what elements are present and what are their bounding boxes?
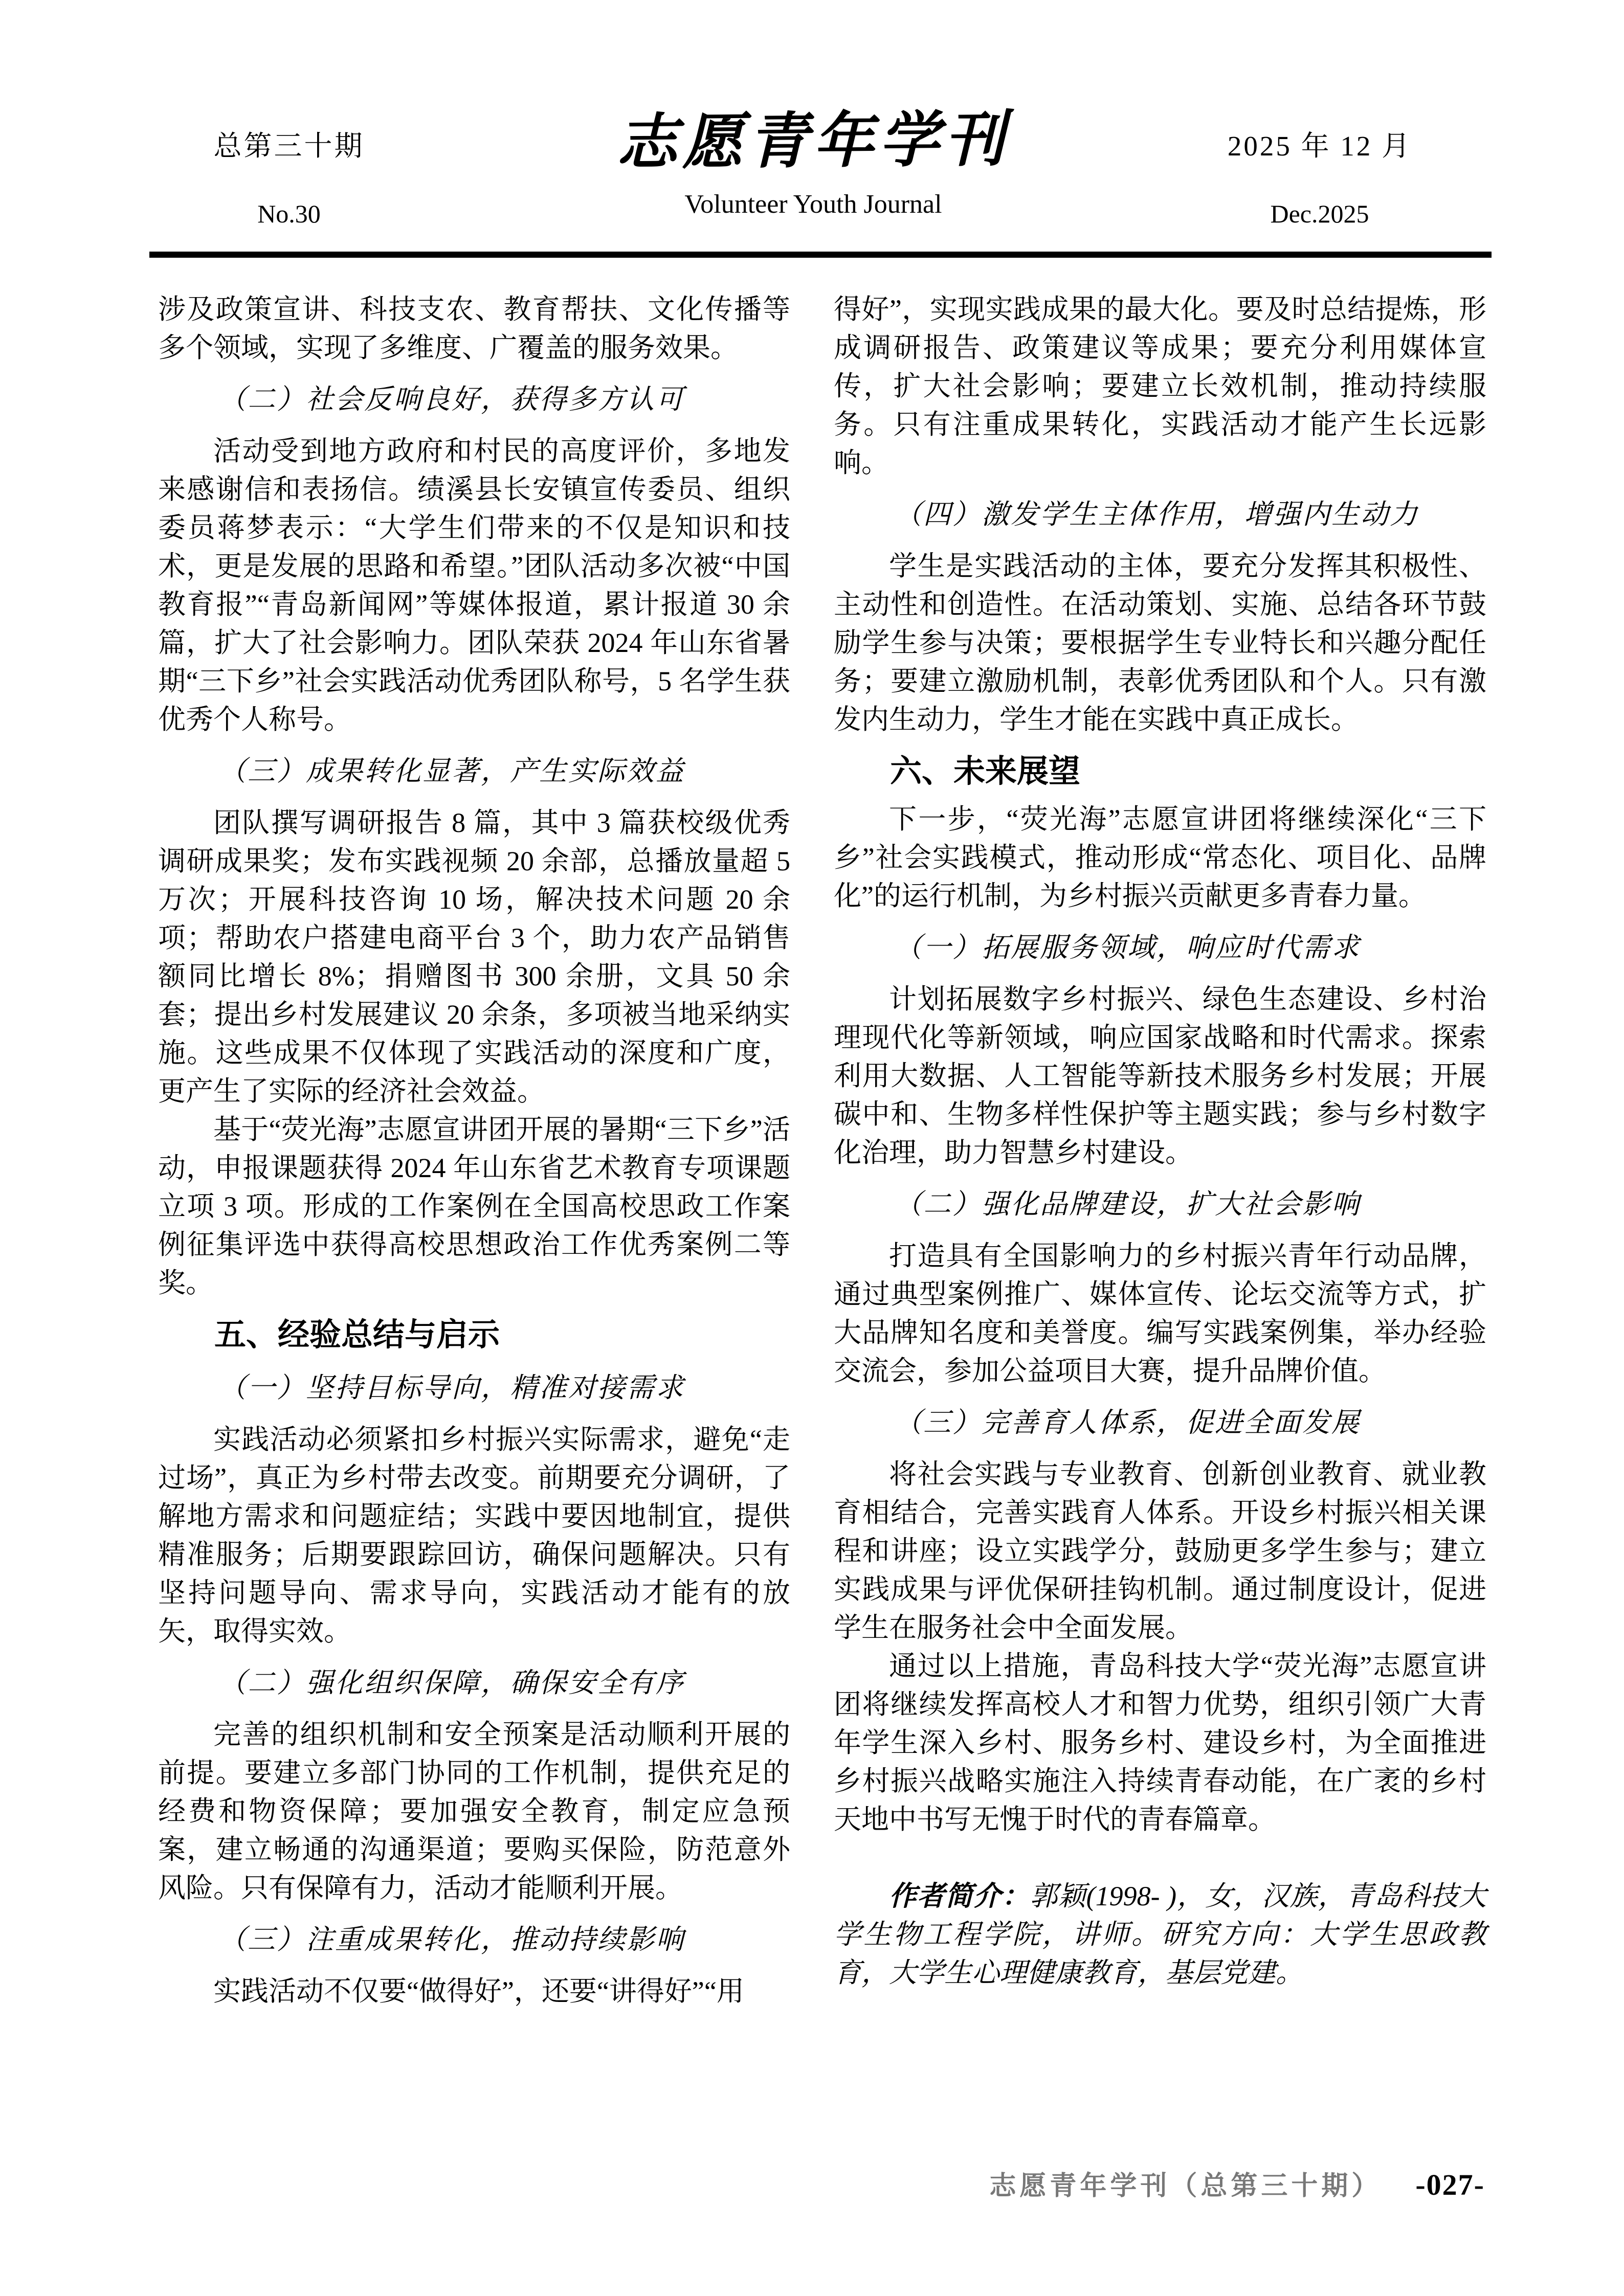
- left-column: [158, 290, 790, 2011]
- subsection-heading: （三）注重成果转化，推动持续影响: [218, 1924, 685, 1955]
- paragraph: 活动受到地方政府和村民的高度评价，多地发来感谢信和表扬信。绩溪县长安镇宣传委员、组织委员蒋梦表示：“大学生们带来的不仅是知识和技术，更是发展的思路和希望。”团队活动多次被“中国教育报”“青岛新闻网”等媒体报道，累计报道 30 余篇，扩大了社会影响力。团队荣获 2024 年山东省暑期“三下乡”社会实践活动优秀团队称号，5 名学生获优秀个人称号。: [158, 436, 790, 735]
- page-footer: [989, 2164, 1485, 2202]
- issue-date-cn: 2025 年 12 月: [1227, 130, 1412, 162]
- paragraph: 通过以上措施，青岛科技大学“荧光海”志愿宣讲团将继续发挥高校人才和智力优势，组织引领广大青年学生深入乡村、服务乡村、建设乡村，为全面推进乡村振兴战略实施注入持续青春动能，在广袤的乡村天地中书写无愧于时代的青春篇章。: [834, 1651, 1486, 1835]
- paragraph: 完善的组织机制和安全预案是活动顺利开展的前提。要建立多部门协同的工作机制，提供充足的经费和物资保障；要加强安全教育，制定应急预案，建立畅通的沟通渠道；要购买保险，防范意外风险。只有保障有力，活动才能顺利开展。: [158, 1719, 790, 1903]
- issue-date-en: Dec.2025: [1270, 199, 1369, 228]
- header-issue: [205, 122, 373, 229]
- paragraph: 计划拓展数字乡村振兴、绿色生态建设、乡村治理现代化等新领域，响应国家战略和时代需求。探索利用大数据、人工智能等新技术服务乡村发展；开展碳中和、生物多样性保护等主题实践；参与乡村数字化治理，助力智慧乡村建设。: [834, 984, 1486, 1168]
- section-heading: 六、未来展望: [890, 754, 1081, 789]
- subsection-heading: （二）社会反响良好，获得多方认可: [218, 384, 685, 415]
- journal-title-english: Volunteer Youth Journal: [684, 190, 942, 219]
- author-bio-label: 作者简介：: [889, 1881, 1030, 1911]
- subsection-heading: （二）强化组织保障，确保安全有序: [218, 1668, 685, 1698]
- paragraph: 得好”，实现实践成果的最大化。要及时总结提炼，形成调研报告、政策建议等成果；要充分利用媒体宣传，扩大社会影响；要建立长效机制，推动持续服务。只有注重成果转化，实践活动才能产生长远影响。: [834, 294, 1486, 478]
- paragraph: 实践活动必须紧扣乡村振兴实际需求，避免“走过场”，真正为乡村带去改变。前期要充分调研，了解地方需求和问题症结；实践中要因地制宜，提供精准服务；后期要跟踪回访，确保问题解决。只有坚持问题导向、需求导向，实践活动才能有的放矢，取得实效。: [158, 1424, 790, 1647]
- header-rule: [149, 252, 1492, 258]
- subsection-heading: （三）成果转化显著，产生实际效益: [218, 756, 685, 786]
- author-bio: 作者简介：郭颖(1998- )，女，汉族，青岛科技大学生物工程学院，讲师。研究方向：大学生思政教育，大学生心理健康教育，基层党建。: [834, 1881, 1487, 1988]
- subsection-heading: （一）坚持目标导向，精准对接需求: [218, 1372, 685, 1403]
- subsection-heading: （四）激发学生主体作用，增强内生动力: [894, 499, 1419, 530]
- paragraph: 团队撰写调研报告 8 篇，其中 3 篇获校级优秀调研成果奖；发布实践视频 20 余部，总播放量超 5 万次；开展科技咨询 10 场，解决技术问题 20 余项；帮助农户搭建电商平台 3 个，助力农产品销售额同比增长 8%；捐赠图书 300 余册，文具 50 余套；提出乡村发展建议 20 余条，多项被当地采纳实施。这些成果不仅体现了实践活动的深度和广度，更产生了实际的经济社会效益。: [158, 807, 790, 1107]
- paragraph: 涉及政策宣讲、科技支农、教育帮扶、文化传播等多个领域，实现了多维度、广覆盖的服务效果。: [158, 294, 790, 363]
- issue-number-cn: 总第三十期: [213, 130, 365, 162]
- right-column: [834, 290, 1486, 1992]
- header-journal: [527, 108, 1100, 220]
- footer-journal-name: 志愿青年学刊（总第三十期）: [989, 2171, 1382, 2201]
- paragraph: 下一步，“荧光海”志愿宣讲团将继续深化“三下乡”社会实践模式，推动形成“常态化、项目化、品牌化”的运行机制，为乡村振兴贡献更多青春力量。: [834, 804, 1486, 911]
- header-date: [1207, 122, 1432, 229]
- subsection-heading: （二）强化品牌建设，扩大社会影响: [894, 1189, 1361, 1220]
- paragraph: 基于“荧光海”志愿宣讲团开展的暑期“三下乡”活动，申报课题获得 2024 年山东省艺术教育专项课题立项 3 项。形成的工作案例在全国高校思政工作案例征集评选中获得高校思想政治工作优秀案例二等奖。: [158, 1114, 790, 1298]
- paragraph: 打造具有全国影响力的乡村振兴青年行动品牌，通过典型案例推广、媒体宣传、论坛交流等方式，扩大品牌知名度和美誉度。编写实践案例集，举办经验交流会，参加公益项目大赛，提升品牌价值。: [834, 1241, 1486, 1386]
- subsection-heading: （一）拓展服务领域，响应时代需求: [894, 932, 1361, 963]
- subsection-heading: （三）完善育人体系，促进全面发展: [894, 1407, 1361, 1438]
- paragraph: 实践活动不仅要“做得好”，还要“讲得好”“用: [213, 1976, 744, 2007]
- journal-title-calligraphy: 志愿青年学刊: [616, 106, 1010, 177]
- footer-page-number: -027-: [1415, 2168, 1485, 2201]
- issue-number-en: No.30: [257, 199, 321, 228]
- paragraph: 学生是实践活动的主体，要充分发挥其积极性、主动性和创造性。在活动策划、实施、总结各环节鼓励学生参与决策；要根据学生专业特长和兴趣分配任务；要建立激励机制，表彰优秀团队和个人。只有激发内生动力，学生才能在实践中真正成长。: [834, 551, 1486, 735]
- section-heading: 五、经验总结与启示: [214, 1317, 500, 1353]
- paragraph: 将社会实践与专业教育、创新创业教育、就业教育相结合，完善实践育人体系。开设乡村振兴相关课程和讲座；设立实践学分，鼓励更多学生参与；建立实践成果与评优保研挂钩机制。通过制度设计，促进学生在服务社会中全面发展。: [834, 1459, 1486, 1643]
